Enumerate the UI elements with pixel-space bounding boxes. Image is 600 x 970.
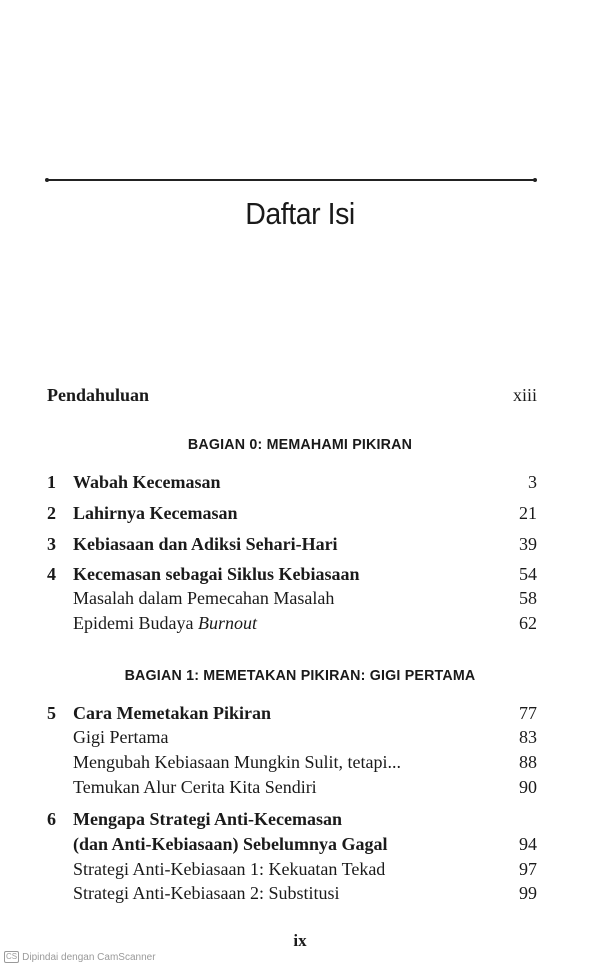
- toc-entry[interactable]: [47, 470, 537, 494]
- scanner-watermark: [4, 951, 156, 965]
- toc-entry[interactable]: [47, 807, 537, 831]
- toc-entry-label: Lahirnya Kecemasan: [73, 503, 238, 523]
- toc-entry-label: Kecemasan sebagai Siklus Kebiasaan: [73, 564, 360, 584]
- toc-entry-continuation[interactable]: [47, 832, 537, 856]
- toc-entry-page: 97: [519, 859, 537, 879]
- toc-entry-label: Cara Memetakan Pikiran: [73, 703, 271, 723]
- chapter-number: 3: [47, 534, 56, 554]
- chapter-number: 4: [47, 564, 56, 584]
- toc-entry-page: 39: [519, 534, 537, 554]
- toc-subentry[interactable]: [47, 611, 537, 635]
- toc-entry-page: 62: [519, 613, 537, 633]
- top-rule: [47, 179, 535, 181]
- toc-entry[interactable]: [47, 562, 537, 586]
- toc-entry-label: Masalah dalam Pemecahan Masalah: [73, 588, 335, 608]
- toc-entry-page: 90: [519, 777, 537, 797]
- toc-entry-page: 54: [519, 564, 537, 584]
- toc-entry-page: 88: [519, 752, 537, 772]
- watermark-text: Dipindai dengan CamScanner: [22, 952, 156, 963]
- toc-subentry[interactable]: [47, 857, 537, 881]
- toc-entry-label: Strategi Anti-Kebiasaan 2: Substitusi: [73, 883, 340, 903]
- toc-entry[interactable]: [47, 532, 537, 556]
- toc-entry[interactable]: [47, 701, 537, 725]
- toc-entry-page: 99: [519, 883, 537, 903]
- toc-subentry[interactable]: [47, 750, 537, 774]
- toc-entry-page: 77: [519, 703, 537, 723]
- page-number: ix: [293, 931, 307, 950]
- toc-entry-page: 83: [519, 727, 537, 747]
- toc-entry-label: (dan Anti-Kebiasaan) Sebelumnya Gagal: [73, 834, 388, 854]
- toc-entry-label: Kebiasaan dan Adiksi Sehari-Hari: [73, 534, 338, 554]
- chapter-number: 2: [47, 503, 56, 523]
- toc-entry-label: Temukan Alur Cerita Kita Sendiri: [73, 777, 317, 797]
- camscanner-logo-icon: CS: [6, 952, 18, 962]
- toc-entry-label: Gigi Pertama: [73, 727, 169, 747]
- toc-entry-label-italic: Burnout: [197, 613, 257, 633]
- toc-entry-label: Pendahuluan: [47, 385, 150, 405]
- toc-entry-label: Strategi Anti-Kebiasaan 1: Kekuatan Tekad: [73, 859, 386, 879]
- toc-entry-intro[interactable]: [47, 383, 537, 407]
- section-heading-0: BAGIAN 0: MEMAHAMI PIKIRAN: [187, 436, 413, 453]
- toc-entry-page: xiii: [512, 385, 537, 405]
- toc-entry-label: Wabah Kecemasan: [73, 472, 221, 492]
- section-heading-1: BAGIAN 1: MEMETAKAN PIKIRAN: GIGI PERTAMA: [124, 667, 476, 684]
- page-title: Daftar Isi: [245, 196, 355, 231]
- chapter-number: 1: [47, 472, 56, 492]
- toc-subentry[interactable]: [47, 725, 537, 749]
- chapter-number: 5: [47, 703, 56, 723]
- toc-entry-label: [73, 611, 257, 635]
- toc-entry-page: 21: [519, 503, 537, 523]
- toc-subentry[interactable]: [47, 881, 537, 905]
- toc-subentry[interactable]: [47, 586, 537, 610]
- toc-entry-page: 3: [528, 472, 537, 492]
- chapter-number: 6: [47, 809, 56, 829]
- toc-subentry[interactable]: [47, 775, 537, 799]
- toc-entry-page: 94: [519, 834, 537, 854]
- toc-entry-label-text: Epidemi Budaya: [73, 613, 198, 633]
- toc-entry[interactable]: [47, 501, 537, 525]
- toc-entry-label: Mengubah Kebiasaan Mungkin Sulit, tetapi...: [73, 752, 401, 772]
- toc-entry-label: Mengapa Strategi Anti-Kecemasan: [73, 809, 342, 829]
- toc-entry-page: 58: [519, 588, 537, 608]
